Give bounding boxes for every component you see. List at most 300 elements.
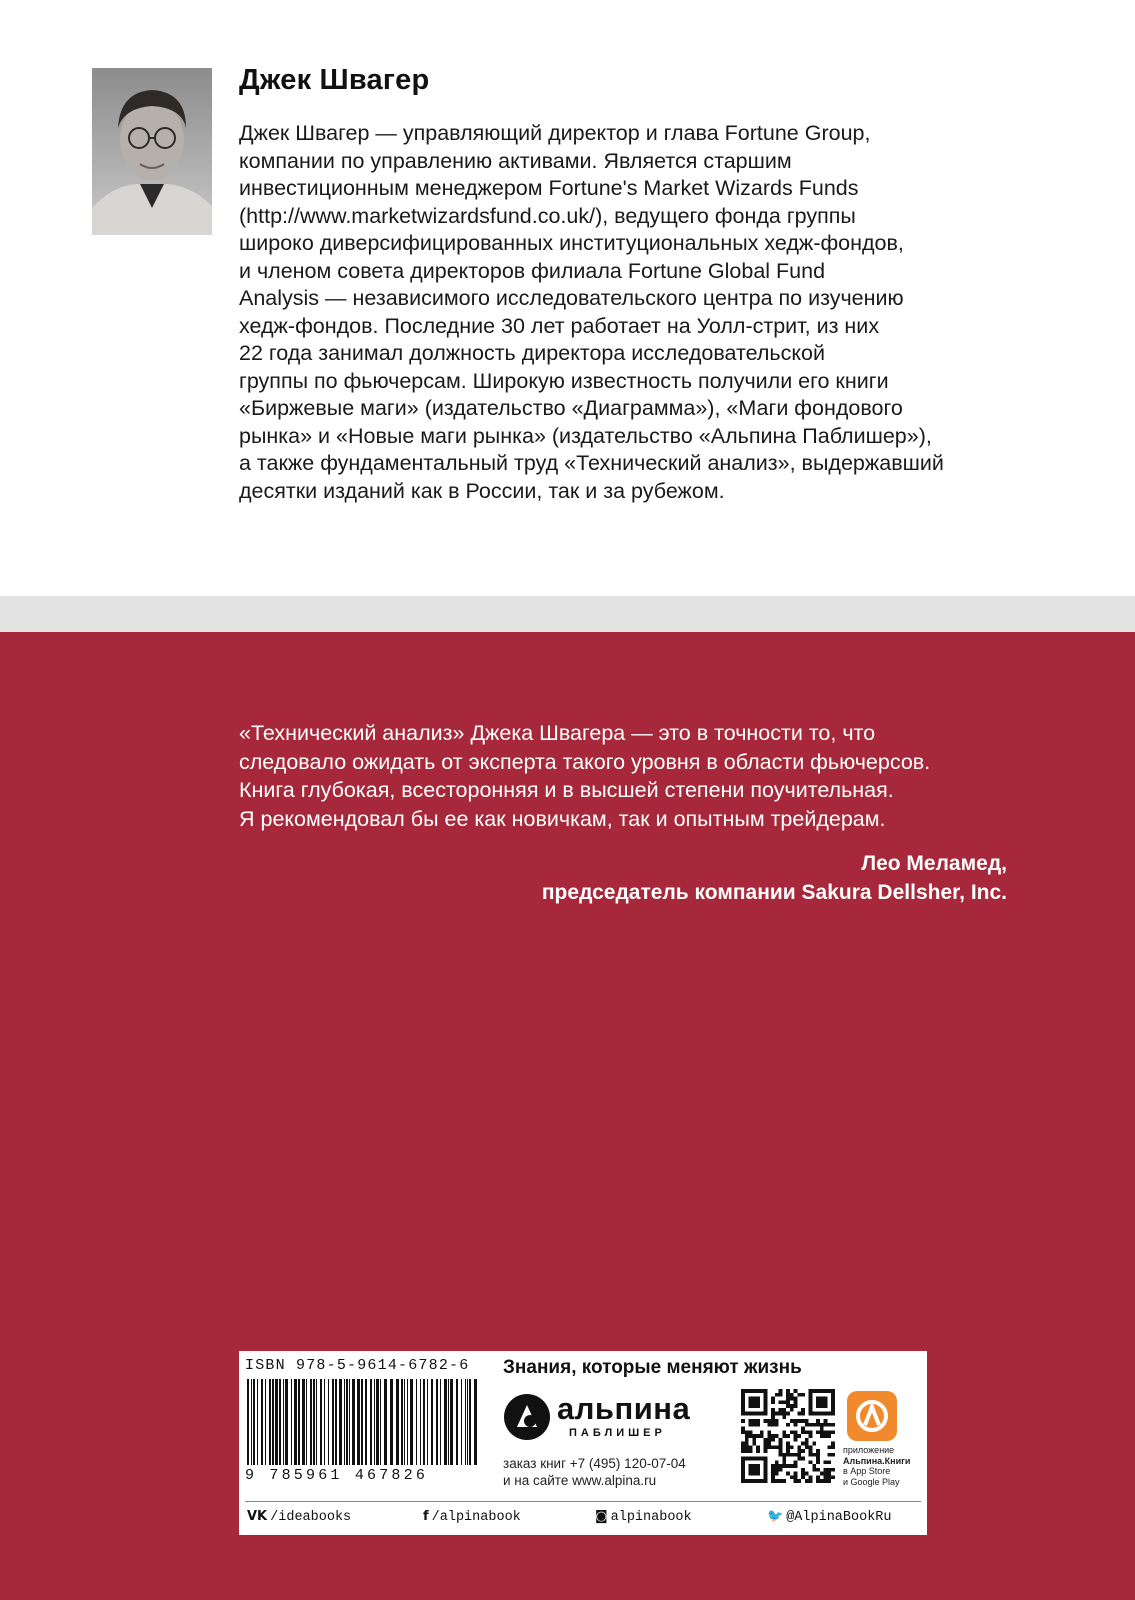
qr-module bbox=[782, 1430, 786, 1434]
app-caption bbox=[843, 1445, 910, 1487]
barcode-bar bbox=[253, 1379, 255, 1465]
qr-module bbox=[794, 1464, 798, 1468]
qr-module bbox=[824, 1475, 828, 1479]
vk-icon: VK bbox=[247, 1509, 268, 1524]
qr-module bbox=[771, 1472, 775, 1476]
qr-module bbox=[831, 1442, 835, 1446]
qr-module bbox=[771, 1464, 775, 1468]
qr-module bbox=[820, 1430, 824, 1434]
barcode-bar bbox=[298, 1379, 300, 1465]
barcode-bar bbox=[456, 1379, 458, 1465]
barcode-bar bbox=[265, 1379, 266, 1465]
qr-module bbox=[801, 1468, 805, 1472]
barcode-bar bbox=[404, 1379, 405, 1465]
qr-module bbox=[816, 1457, 820, 1461]
qr-module bbox=[779, 1445, 783, 1449]
qr-module bbox=[805, 1472, 809, 1476]
qr-module bbox=[786, 1434, 790, 1438]
qr-module bbox=[790, 1393, 794, 1397]
barcode-bar bbox=[390, 1379, 393, 1465]
qr-module bbox=[790, 1430, 794, 1434]
qr-module bbox=[782, 1464, 786, 1468]
qr-module bbox=[797, 1445, 801, 1449]
barcode-bar bbox=[335, 1379, 337, 1465]
bio-line: широко диверсифицированных институциональных хедж-фондов, bbox=[239, 231, 904, 255]
qr-module bbox=[741, 1419, 745, 1423]
qr-module bbox=[801, 1393, 805, 1397]
qr-module bbox=[767, 1430, 771, 1434]
qr-module bbox=[831, 1453, 835, 1457]
qr-module bbox=[797, 1434, 801, 1438]
qr-module bbox=[749, 1449, 753, 1453]
qr-module bbox=[749, 1434, 753, 1438]
social-vk-link[interactable] bbox=[247, 1509, 351, 1525]
twitter-icon: 🐦 bbox=[767, 1509, 784, 1524]
qr-module bbox=[805, 1438, 809, 1442]
barcode-bar bbox=[407, 1379, 408, 1465]
barcode-bar bbox=[306, 1379, 307, 1465]
qr-module bbox=[771, 1479, 775, 1483]
barcode-bar bbox=[272, 1379, 274, 1465]
bio-line: «Биржевые маги» (издательство «Диаграмма»), «Маги фондового bbox=[239, 396, 903, 420]
social-handle: @AlpinaBookRu bbox=[786, 1510, 892, 1525]
qr-module bbox=[809, 1434, 813, 1438]
qr-module bbox=[771, 1468, 775, 1472]
qr-module bbox=[786, 1442, 790, 1446]
order-info bbox=[503, 1455, 686, 1489]
publisher-name: альпина bbox=[557, 1391, 691, 1426]
qr-module bbox=[767, 1423, 771, 1427]
qr-finder bbox=[749, 1464, 760, 1475]
bio-line: 22 года занимал должность директора исследовательской bbox=[239, 341, 825, 365]
qr-module bbox=[797, 1453, 801, 1457]
qr-module bbox=[809, 1430, 813, 1434]
barcode bbox=[245, 1379, 481, 1465]
qr-module bbox=[764, 1445, 768, 1449]
barcode-bar bbox=[384, 1379, 387, 1465]
qr-module bbox=[816, 1479, 820, 1483]
qr-module bbox=[775, 1468, 779, 1472]
qr-module bbox=[794, 1453, 798, 1457]
quote-line: Книга глубокая, всесторонняя и в высшей степени поучительная. bbox=[239, 778, 894, 802]
qr-module bbox=[827, 1423, 831, 1427]
qr-module bbox=[767, 1445, 771, 1449]
qr-module bbox=[827, 1434, 831, 1438]
qr-module bbox=[812, 1464, 816, 1468]
barcode-bar bbox=[269, 1379, 271, 1465]
qr-module bbox=[812, 1423, 816, 1427]
qr-module bbox=[801, 1457, 805, 1461]
endorsement-quote bbox=[239, 719, 930, 833]
barcode-bar bbox=[420, 1379, 421, 1465]
qr-module bbox=[790, 1475, 794, 1479]
qr-module bbox=[794, 1475, 798, 1479]
qr-module bbox=[779, 1453, 783, 1457]
qr-module bbox=[779, 1464, 783, 1468]
qr-module bbox=[771, 1408, 775, 1412]
qr-module bbox=[812, 1468, 816, 1472]
qr-module bbox=[782, 1457, 786, 1461]
qr-module bbox=[745, 1445, 749, 1449]
qr-module bbox=[824, 1472, 828, 1476]
qr-module bbox=[741, 1449, 745, 1453]
barcode-bar bbox=[349, 1379, 350, 1465]
qr-module bbox=[756, 1434, 760, 1438]
barcode-bar bbox=[332, 1379, 334, 1465]
barcode-bar bbox=[380, 1379, 381, 1465]
qr-module bbox=[805, 1430, 809, 1434]
qr-module bbox=[779, 1408, 783, 1412]
bio-line: Analysis — независимого исследовательского центра по изучению bbox=[239, 286, 904, 310]
qr-module bbox=[801, 1475, 805, 1479]
bio-line: (http://www.marketwizardsfund.co.uk/), ведущего фонда группы bbox=[239, 203, 856, 228]
order-phone: заказ книг +7 (495) 120-07-04 bbox=[503, 1456, 686, 1471]
qr-module bbox=[801, 1430, 805, 1434]
barcode-bar bbox=[427, 1379, 428, 1465]
qr-module bbox=[779, 1442, 783, 1446]
qr-module bbox=[745, 1430, 749, 1434]
qr-module bbox=[820, 1423, 824, 1427]
barcode-bar bbox=[310, 1379, 312, 1465]
qr-module bbox=[805, 1423, 809, 1427]
qr-module bbox=[801, 1419, 805, 1423]
qr-module bbox=[786, 1412, 790, 1416]
qr-module bbox=[794, 1404, 798, 1408]
social-facebook-link[interactable] bbox=[423, 1509, 521, 1525]
qr-module bbox=[786, 1445, 790, 1449]
barcode-bar bbox=[474, 1379, 477, 1465]
qr-module bbox=[801, 1412, 805, 1416]
qr-module bbox=[790, 1404, 794, 1408]
barcode-bar bbox=[436, 1379, 438, 1465]
barcode-bar bbox=[401, 1379, 403, 1465]
qr-module bbox=[782, 1479, 786, 1483]
barcode-bar bbox=[361, 1379, 363, 1465]
barcode-bar bbox=[461, 1379, 462, 1465]
qr-module bbox=[779, 1412, 783, 1416]
qr-module bbox=[790, 1397, 794, 1401]
qr-module bbox=[764, 1442, 768, 1446]
bio-line: компании по управлению активами. Является старшим bbox=[239, 148, 792, 173]
qr-module bbox=[805, 1479, 809, 1483]
qr-module bbox=[760, 1430, 764, 1434]
isbn-text: ISBN 978-5-9614-6782-6 bbox=[245, 1357, 470, 1374]
qr-module bbox=[779, 1438, 783, 1442]
qr-module bbox=[820, 1472, 824, 1476]
barcode-bar bbox=[410, 1379, 413, 1465]
qr-module bbox=[816, 1419, 820, 1423]
qr-module bbox=[764, 1419, 768, 1423]
barcode-bar bbox=[247, 1379, 249, 1465]
qr-module bbox=[745, 1438, 749, 1442]
qr-module bbox=[741, 1430, 745, 1434]
qr-module bbox=[790, 1453, 794, 1457]
qr-module bbox=[786, 1449, 790, 1453]
attribution-name: Лео Меламед, bbox=[861, 852, 1007, 875]
qr-module bbox=[797, 1479, 801, 1483]
author-bio bbox=[239, 120, 1059, 505]
social-handle: alpinabook bbox=[610, 1510, 692, 1525]
qr-module bbox=[775, 1464, 779, 1468]
author-name: Джек Швагер bbox=[239, 64, 430, 96]
qr-module bbox=[794, 1423, 798, 1427]
qr-module bbox=[790, 1445, 794, 1449]
qr-module bbox=[816, 1449, 820, 1453]
qr-module bbox=[809, 1460, 813, 1464]
qr-module bbox=[824, 1423, 828, 1427]
qr-module bbox=[794, 1472, 798, 1476]
barcode-bar bbox=[283, 1379, 284, 1465]
barcode-bar bbox=[440, 1379, 441, 1465]
app-caption-line: приложение bbox=[843, 1445, 895, 1455]
qr-module bbox=[756, 1449, 760, 1453]
qr-module bbox=[779, 1479, 783, 1483]
qr-module bbox=[790, 1419, 794, 1423]
attribution-title: председатель компании Sakura Dellsher, Inc. bbox=[541, 880, 1007, 904]
bio-line: и членом совета директоров филиала Fortune Global Fund bbox=[239, 258, 826, 283]
qr-module bbox=[786, 1423, 790, 1427]
qr-module bbox=[805, 1445, 809, 1449]
qr-module bbox=[756, 1445, 760, 1449]
qr-module bbox=[771, 1434, 775, 1438]
qr-module bbox=[824, 1430, 828, 1434]
qr-module bbox=[827, 1475, 831, 1479]
qr-module bbox=[797, 1449, 801, 1453]
barcode-bar bbox=[450, 1379, 453, 1465]
qr-module bbox=[779, 1468, 783, 1472]
qr-module bbox=[756, 1419, 760, 1423]
qr-module bbox=[831, 1430, 835, 1434]
qr-module bbox=[816, 1460, 820, 1464]
qr-module bbox=[786, 1404, 790, 1408]
qr-module bbox=[786, 1472, 790, 1476]
qr-module bbox=[741, 1442, 745, 1446]
qr-module bbox=[752, 1423, 756, 1427]
qr-module bbox=[794, 1460, 798, 1464]
qr-module bbox=[782, 1453, 786, 1457]
qr-module bbox=[786, 1464, 790, 1468]
barcode-bar bbox=[285, 1379, 288, 1465]
qr-module bbox=[831, 1445, 835, 1449]
qr-module bbox=[827, 1479, 831, 1483]
qr-module bbox=[771, 1400, 775, 1404]
qr-module bbox=[745, 1449, 749, 1453]
quote-line: Я рекомендовал бы ее как новичкам, так и опытным трейдерам. bbox=[239, 806, 886, 831]
qr-finder bbox=[816, 1397, 827, 1408]
barcode-bar bbox=[251, 1379, 252, 1465]
qr-module bbox=[801, 1408, 805, 1412]
qr-module bbox=[775, 1460, 779, 1464]
qr-module bbox=[816, 1423, 820, 1427]
barcode-bar bbox=[328, 1379, 329, 1465]
barcode-bar bbox=[467, 1379, 468, 1465]
barcode-bar bbox=[370, 1379, 372, 1465]
barcode-bar bbox=[324, 1379, 325, 1465]
qr-module bbox=[820, 1427, 824, 1431]
qr-module bbox=[771, 1419, 775, 1423]
facebook-icon: f bbox=[423, 1509, 429, 1524]
qr-module bbox=[767, 1442, 771, 1446]
qr-module bbox=[816, 1468, 820, 1472]
qr-module bbox=[749, 1445, 753, 1449]
qr-module bbox=[775, 1393, 779, 1397]
bio-line: а также фундаментальный труд «Технический анализ», выдержавший bbox=[239, 451, 944, 475]
qr-module bbox=[824, 1468, 828, 1472]
barcode-bar bbox=[346, 1379, 348, 1465]
qr-module bbox=[809, 1445, 813, 1449]
bio-line: хедж-фондов. Последние 30 лет работает на Уолл-стрит, из них bbox=[239, 313, 880, 338]
qr-module bbox=[771, 1412, 775, 1416]
qr-module bbox=[809, 1475, 813, 1479]
qr-module bbox=[752, 1434, 756, 1438]
qr-module bbox=[801, 1449, 805, 1453]
barcode-bar bbox=[357, 1379, 360, 1465]
qr-module bbox=[782, 1460, 786, 1464]
qr-module bbox=[771, 1445, 775, 1449]
barcode-bar bbox=[431, 1379, 433, 1465]
qr-module bbox=[824, 1419, 828, 1423]
alpina-books-app-icon bbox=[847, 1391, 897, 1441]
qr-module bbox=[779, 1389, 783, 1393]
qr-module bbox=[752, 1419, 756, 1423]
qr-module bbox=[775, 1423, 779, 1427]
qr-module bbox=[767, 1434, 771, 1438]
qr-module bbox=[816, 1475, 820, 1479]
social-instagram-link[interactable] bbox=[595, 1509, 692, 1525]
qr-module bbox=[794, 1419, 798, 1423]
qr-module bbox=[801, 1472, 805, 1476]
qr-module bbox=[749, 1430, 753, 1434]
app-caption-line: Альпина.Книги bbox=[843, 1455, 911, 1466]
barcode-bar bbox=[316, 1379, 317, 1465]
qr-module bbox=[797, 1393, 801, 1397]
barcode-bar bbox=[416, 1379, 417, 1465]
barcode-digits: 9 785961 467826 bbox=[245, 1467, 429, 1484]
qr-module bbox=[816, 1430, 820, 1434]
qr-module bbox=[782, 1415, 786, 1419]
qr-module bbox=[790, 1464, 794, 1468]
qr-module bbox=[794, 1434, 798, 1438]
qr-module bbox=[786, 1389, 790, 1393]
qr-module bbox=[790, 1408, 794, 1412]
qr-module bbox=[782, 1400, 786, 1404]
qr-module bbox=[824, 1479, 828, 1483]
order-site: и на сайте www.alpina.ru bbox=[503, 1473, 657, 1488]
qr-module bbox=[812, 1442, 816, 1446]
qr-module bbox=[797, 1412, 801, 1416]
barcode-bar bbox=[396, 1379, 399, 1465]
barcode-bar bbox=[261, 1379, 263, 1465]
qr-module bbox=[741, 1427, 745, 1431]
quote-line: следовало ожидать от эксперта такого уровня в области фьючерсов. bbox=[239, 749, 931, 774]
qr-module bbox=[794, 1389, 798, 1393]
qr-module bbox=[745, 1442, 749, 1446]
bio-line: Джек Швагер — управляющий директор и глава Fortune Group, bbox=[239, 121, 871, 145]
qr-module bbox=[779, 1449, 783, 1453]
author-section bbox=[0, 0, 1135, 596]
qr-module bbox=[771, 1415, 775, 1419]
barcode-bar bbox=[313, 1379, 315, 1465]
qr-module bbox=[827, 1468, 831, 1472]
qr-module bbox=[809, 1453, 813, 1457]
barcode-bar bbox=[339, 1379, 342, 1465]
barcode-bar bbox=[376, 1379, 379, 1465]
barcode-bar bbox=[444, 1379, 447, 1465]
barcode-bar bbox=[352, 1379, 355, 1465]
qr-module bbox=[752, 1442, 756, 1446]
qr-module bbox=[827, 1460, 831, 1464]
qr-module bbox=[779, 1400, 783, 1404]
qr-module bbox=[827, 1472, 831, 1476]
publisher-slogan: Знания, которые меняют жизнь bbox=[503, 1357, 802, 1378]
qr-module bbox=[786, 1453, 790, 1457]
qr-module bbox=[782, 1434, 786, 1438]
qr-module bbox=[767, 1438, 771, 1442]
qr-module bbox=[801, 1442, 805, 1446]
qr-module bbox=[786, 1393, 790, 1397]
qr-module bbox=[827, 1430, 831, 1434]
qr-module bbox=[809, 1479, 813, 1483]
bio-line: рынка» и «Новые маги рынка» (издательство «Альпина Паблишер»), bbox=[239, 423, 932, 448]
qr-module bbox=[827, 1445, 831, 1449]
qr-module bbox=[794, 1479, 798, 1483]
qr-module bbox=[764, 1438, 768, 1442]
bio-line: десятки изданий как в России, так и за рубежом. bbox=[239, 478, 725, 503]
qr-module bbox=[797, 1419, 801, 1423]
qr-module bbox=[809, 1423, 813, 1427]
publisher-subtitle: ПАБЛИШЕР bbox=[569, 1427, 666, 1439]
qr-module bbox=[831, 1475, 835, 1479]
qr-module bbox=[752, 1438, 756, 1442]
qr-module bbox=[820, 1434, 824, 1438]
qr-module bbox=[794, 1438, 798, 1442]
qr-module bbox=[767, 1419, 771, 1423]
alpina-logo-icon bbox=[503, 1393, 551, 1441]
barcode-bar bbox=[465, 1379, 466, 1465]
qr-module bbox=[749, 1419, 753, 1423]
barcode-bar bbox=[275, 1379, 278, 1465]
qr-module bbox=[816, 1453, 820, 1457]
barcode-bar bbox=[320, 1379, 322, 1465]
qr-finder bbox=[749, 1397, 760, 1408]
qr-module bbox=[794, 1397, 798, 1401]
social-handle: /alpinabook bbox=[431, 1510, 521, 1525]
qr-module bbox=[771, 1397, 775, 1401]
social-twitter-link[interactable] bbox=[767, 1509, 892, 1525]
social-handle: /ideabooks bbox=[270, 1510, 352, 1525]
barcode-bar bbox=[302, 1379, 305, 1465]
qr-module bbox=[831, 1423, 835, 1427]
qr-module bbox=[764, 1449, 768, 1453]
qr-module bbox=[794, 1430, 798, 1434]
qr-module bbox=[745, 1434, 749, 1438]
qr-module bbox=[831, 1468, 835, 1472]
quote-line: «Технический анализ» Джека Швагера — это в точности то, что bbox=[239, 721, 876, 745]
barcode-bar bbox=[423, 1379, 425, 1465]
qr-module bbox=[786, 1397, 790, 1401]
barcode-bar bbox=[365, 1379, 367, 1465]
qr-module bbox=[760, 1434, 764, 1438]
qr-module bbox=[771, 1475, 775, 1479]
qr-module bbox=[782, 1408, 786, 1412]
barcode-bar bbox=[469, 1379, 471, 1465]
barcode-bar bbox=[294, 1379, 297, 1465]
qr-module bbox=[775, 1479, 779, 1483]
qr-module bbox=[797, 1457, 801, 1461]
qr-module bbox=[824, 1460, 828, 1464]
barcode-bar bbox=[344, 1379, 345, 1465]
footer-box bbox=[239, 1351, 927, 1535]
